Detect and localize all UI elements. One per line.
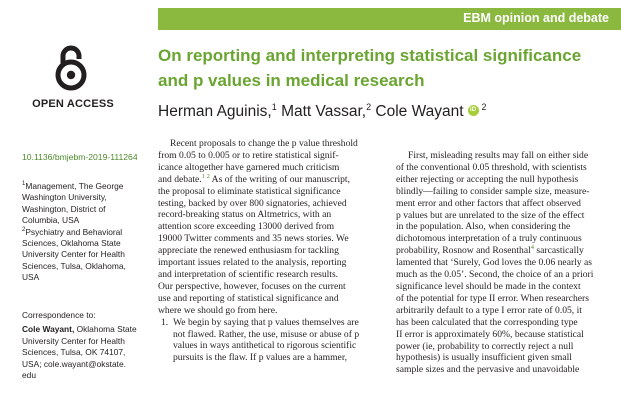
paragraph: Recent proposals to change the p value threshold from 0.05 to 0.005 or to retire statistical signif- icance altogether have garnered much criticism and debate.$^{1 2}$ As of the writing of our manuscript, the proposal to eliminate statistical significance testing, backed by over 800 signatories, achieved record-breaking status on Altmetrics, with an attention score exceeding 13000 derived from 19000 Twitter comments and 35 news stories. We appreciate the renewed enthusiasm for tackling important issues related to the analysis, reporting and interpretation of scientific research results. Our perspective, however, focuses on the current use and reporting of statistical significance and where we should go from here. xyxy=(158,138,358,316)
affiliation: $^1$Management, The George Washington University, Washington, District of Columbia, USA xyxy=(22,181,124,226)
section-header-bar xyxy=(158,8,621,30)
body-column-right xyxy=(396,138,616,376)
correspondence-email[interactable]: USA; cole.wayant@okstate. xyxy=(22,358,126,369)
correspondence-label: Correspondence to: xyxy=(22,310,96,320)
section-label: EBM opinion and debate xyxy=(463,11,609,25)
author-name[interactable]: Matt Vassar, xyxy=(281,103,367,120)
author-name[interactable]: Cole Wayant xyxy=(375,103,464,120)
body-column-left xyxy=(158,138,381,364)
author-affiliation-sup: 2 xyxy=(481,101,487,112)
list-item: 1. We begin by saying that p values themselves are not flawed. Rather, the use, misuse or abuse of p values in ways antithetical to rigorous scientific pursuits is the flaw. If p values are a hammer, xyxy=(161,316,360,364)
correspondence: Correspondence to: Cole Wayant, Oklahoma State University Center for Health Sciences, Tulsa, OK 74107, USA; cole.wayant@okstate. edu xyxy=(22,310,140,381)
open-access-label: OPEN ACCESS xyxy=(32,98,114,110)
citation-ref[interactable]: 4 xyxy=(530,244,534,252)
paragraph: First, misleading results may fall on either side of the conventional 0.05 threshold, with scientists either rejecting or accepting the null hypothesis blindly—failing to consider sample size, measure- ment error and other factors that affect observed p values but are unrelated to the size of the effect in the population. Also, when considering the dichotomous interpretation of a truly continuous probability, Rosnow and Rosenthal$^4$ sarcastically lamented that ‘Surely, God loves the 0.06 nearly as much as the 0.05’. Second, the choice of an a priori significance level should be made in the context of the potential for type II error. When researchers arbitrarily default to a type I error rate of 0.05, it has been calculated that the corresponding type II error is approximately 60%, because statistical power (ie, probability to correctly reject a null hypothesis) is usually insufficient given small sample sizes and the pervasive and unavoidable xyxy=(396,150,594,376)
correspondence-name: Cole Wayant, xyxy=(22,324,75,335)
title-line: On reporting and interpreting statistical significance xyxy=(158,46,582,65)
citation-ref[interactable]: 1 2 xyxy=(201,172,210,180)
open-access-lock-icon xyxy=(54,45,88,91)
author-affiliation-sup: 1 xyxy=(271,101,277,112)
article-title xyxy=(158,43,613,93)
doi-link[interactable]: 10.1136/bmjebm-2019-111264 xyxy=(22,152,138,162)
orcid-icon[interactable]: iD xyxy=(468,105,479,116)
author-name[interactable]: Herman Aguinis, xyxy=(158,103,272,120)
list-number: 1. xyxy=(161,316,169,328)
title-line: and p values in medical research xyxy=(158,71,425,90)
author-list xyxy=(158,103,613,121)
affiliation: $^2$Psychiatry and Behavioral Sciences, Oklahoma State University Center for Health Sciences, Tulsa, Oklahoma, USA xyxy=(22,226,126,283)
affiliations xyxy=(22,181,134,284)
author-affiliation-sup: 2 xyxy=(366,101,372,112)
